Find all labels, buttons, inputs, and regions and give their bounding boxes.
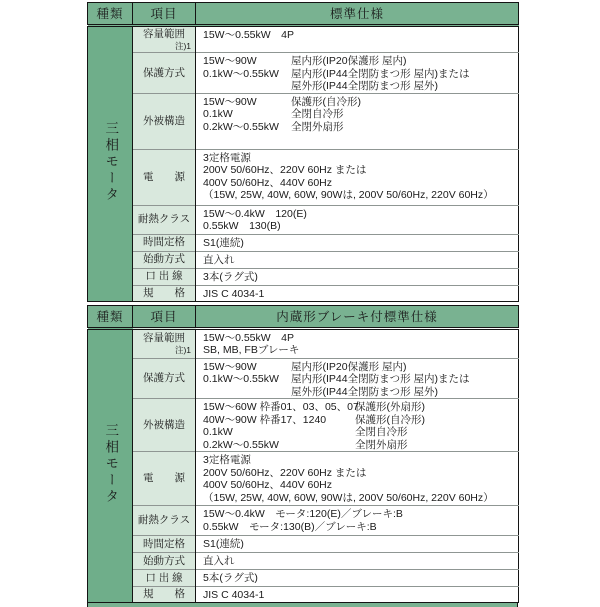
range-col: 0.1kW [203, 108, 233, 120]
table-row [88, 285, 519, 301]
row-label-protection: 保護方式 [133, 358, 196, 399]
row-label-time-rating: 時間定格 [133, 536, 196, 553]
spec-sheet [87, 2, 518, 607]
header-item: 項目 [133, 305, 196, 328]
value-col: 屋内形(IP20保護形 屋内) [291, 360, 407, 373]
spec-line: 200V 50/60Hz、220V 60Hz または [203, 164, 367, 176]
spec-line: 3本(ラグ式) [203, 270, 258, 283]
table-row [88, 251, 519, 268]
spec-power [196, 149, 519, 205]
spec-line: （15W, 25W, 40W, 60W, 90Wは, 200V 50/60Hz, 220V 60Hz） [203, 189, 494, 201]
range-col: 15W～90W [203, 360, 257, 373]
header-spec: 内蔵形ブレーキ付標準仕様 [196, 305, 519, 328]
spec-line: 0.55kW 130(B) [203, 220, 281, 232]
range-col: 15W～90W [203, 55, 257, 67]
spec-enclosure [196, 399, 519, 452]
header-item: 項目 [133, 3, 196, 26]
table-row [88, 328, 519, 358]
range-col: 0.1kW～0.55kW [203, 67, 279, 80]
row-label-power: 電 源 [133, 452, 196, 506]
value-col: 屋内形(IP20保護形 屋内) [291, 55, 407, 67]
spec-line: 15W～0.4kW モータ:120(E)／ブレーキ:B [203, 508, 403, 520]
spec-protection [196, 53, 519, 94]
table-row [88, 452, 519, 506]
spec-line [203, 373, 514, 386]
spec-line: SB, MB, FBブレーキ [203, 344, 300, 356]
table-row [88, 53, 519, 94]
table-row [88, 399, 519, 452]
table-header-row [88, 305, 519, 328]
spec-line [203, 121, 514, 134]
spec-line [203, 108, 514, 121]
spec-standard [196, 285, 519, 301]
spec-line: 15W～0.4kW 120(E) [203, 207, 307, 220]
spec-thermal-class [196, 506, 519, 536]
table-row [88, 268, 519, 285]
spec-line: 5本(ラグ式) [203, 572, 258, 584]
spec-protection [196, 358, 519, 399]
value-col: 屋外形(IP44全閉防まつ形 屋外) [291, 80, 439, 92]
table-row [88, 26, 519, 53]
value-col: 屋内形(IP44全閉防まつ形 屋内)または [291, 373, 470, 385]
row-label-enclosure: 外被構造 [133, 93, 196, 149]
row-label-capacity [133, 26, 196, 53]
spec-line [203, 414, 514, 427]
spec-starting-method [196, 251, 519, 268]
range-col: 0.1kW [203, 426, 233, 438]
table-row [88, 536, 519, 553]
table-row [88, 93, 519, 149]
spec-line: 直入れ [203, 253, 235, 266]
row-label-capacity [133, 328, 196, 358]
row-label-starting-method: 始動方式 [133, 251, 196, 268]
row-label-thermal-class: 耐熱クラス [133, 205, 196, 234]
spec-capacity [196, 328, 519, 358]
row-label-enclosure: 外被構造 [133, 399, 196, 452]
spec-line: S1(連続) [203, 236, 244, 249]
value-col: 全閉外扇形 [355, 438, 408, 451]
row-label-standard: 規 格 [133, 587, 196, 603]
range-col: 0.2kW～0.55kW [203, 438, 279, 451]
value-col: 屋内形(IP44全閉防まつ形 屋内)または [291, 67, 470, 80]
table-row [88, 205, 519, 234]
row-label-time-rating: 時間定格 [133, 234, 196, 251]
spec-line [203, 55, 514, 68]
spec-line [203, 68, 514, 81]
spec-starting-method [196, 553, 519, 570]
spec-line [203, 80, 514, 93]
spec-line [203, 401, 514, 414]
table-row [88, 587, 519, 603]
spec-lead-wires [196, 570, 519, 587]
range-col: 0.1kW～0.55kW [203, 373, 279, 385]
brake-spec-table [87, 305, 519, 604]
header-type: 種類 [88, 305, 133, 328]
spec-line: JIS C 4034-1 [203, 589, 265, 601]
spec-thermal-class [196, 205, 519, 234]
row-label-note: 注)1 [174, 344, 191, 355]
spec-line [203, 361, 514, 374]
range-col: 15W～60W 枠番01、03、05、07 [203, 401, 359, 413]
spec-line: JIS C 4034-1 [203, 287, 265, 300]
spec-line [203, 426, 514, 439]
header-spec: 標準仕様 [196, 3, 519, 26]
spec-power [196, 452, 519, 506]
spec-line [203, 439, 514, 452]
row-label-lead-wires: 口 出 線 [133, 268, 196, 285]
spec-line: 0.55kW モータ:130(B)／ブレーキ:B [203, 520, 377, 533]
type-label: 三相モータ [103, 422, 119, 506]
spec-line: 400V 50/60Hz、440V 60Hz [203, 479, 332, 491]
spec-line: 15W～0.55kW 4P [203, 331, 295, 344]
range-col: 40W～90W 枠番17、1240 [203, 413, 327, 426]
value-col: 保護形(自冷形) [291, 95, 361, 108]
table-row [88, 234, 519, 251]
row-label-starting-method: 始動方式 [133, 553, 196, 570]
value-col: 全閉外扇形 [291, 120, 344, 133]
spec-line [203, 386, 514, 399]
spec-line: （15W, 25W, 40W, 60W, 90Wは, 200V 50/60Hz, 220V 60Hz） [203, 491, 494, 504]
spec-line: 200V 50/60Hz、220V 60Hz または [203, 466, 367, 479]
row-label-lead-wires: 口 出 線 [133, 570, 196, 587]
row-label-note: 注)1 [174, 40, 191, 51]
table-row [88, 506, 519, 536]
table-row [88, 149, 519, 205]
row-label-text: 容量範囲 [143, 332, 185, 345]
value-col: 屋外形(IP44全閉防まつ形 屋外) [291, 385, 439, 398]
value-col: 全閉自冷形 [355, 426, 408, 438]
type-label: 三相モータ [103, 120, 119, 204]
spec-capacity [196, 26, 519, 53]
spec-line: 3定格電源 [203, 151, 251, 164]
table-row [88, 358, 519, 399]
row-label-text: 容量範囲 [143, 28, 185, 41]
standard-spec-table [87, 2, 519, 302]
row-label-thermal-class: 耐熱クラス [133, 506, 196, 536]
row-label-power: 電 源 [133, 149, 196, 205]
table-row [88, 570, 519, 587]
spec-time-rating [196, 234, 519, 251]
table-header-row [88, 3, 519, 26]
value-col: 保護形(自冷形) [355, 413, 425, 426]
type-cell [88, 26, 133, 302]
spec-line [203, 96, 514, 109]
spec-line: 直入れ [203, 555, 235, 567]
range-col: 15W～90W [203, 95, 257, 108]
next-table-header-sliver [87, 603, 518, 607]
spec-line: 3定格電源 [203, 454, 251, 466]
type-cell [88, 328, 133, 603]
spec-time-rating [196, 536, 519, 553]
spec-lead-wires [196, 268, 519, 285]
row-label-standard: 規 格 [133, 285, 196, 301]
value-col: 保護形(外扇形) [355, 401, 425, 413]
spec-line: 400V 50/60Hz、440V 60Hz [203, 176, 332, 189]
range-col: 0.2kW～0.55kW [203, 120, 279, 133]
spec-line: S1(連続) [203, 538, 244, 550]
spec-enclosure [196, 93, 519, 149]
spec-standard [196, 587, 519, 603]
table-row [88, 553, 519, 570]
spec-line: 15W～0.55kW 4P [203, 29, 295, 41]
row-label-protection: 保護方式 [133, 53, 196, 94]
header-type: 種類 [88, 3, 133, 26]
value-col: 全閉自冷形 [291, 108, 344, 120]
